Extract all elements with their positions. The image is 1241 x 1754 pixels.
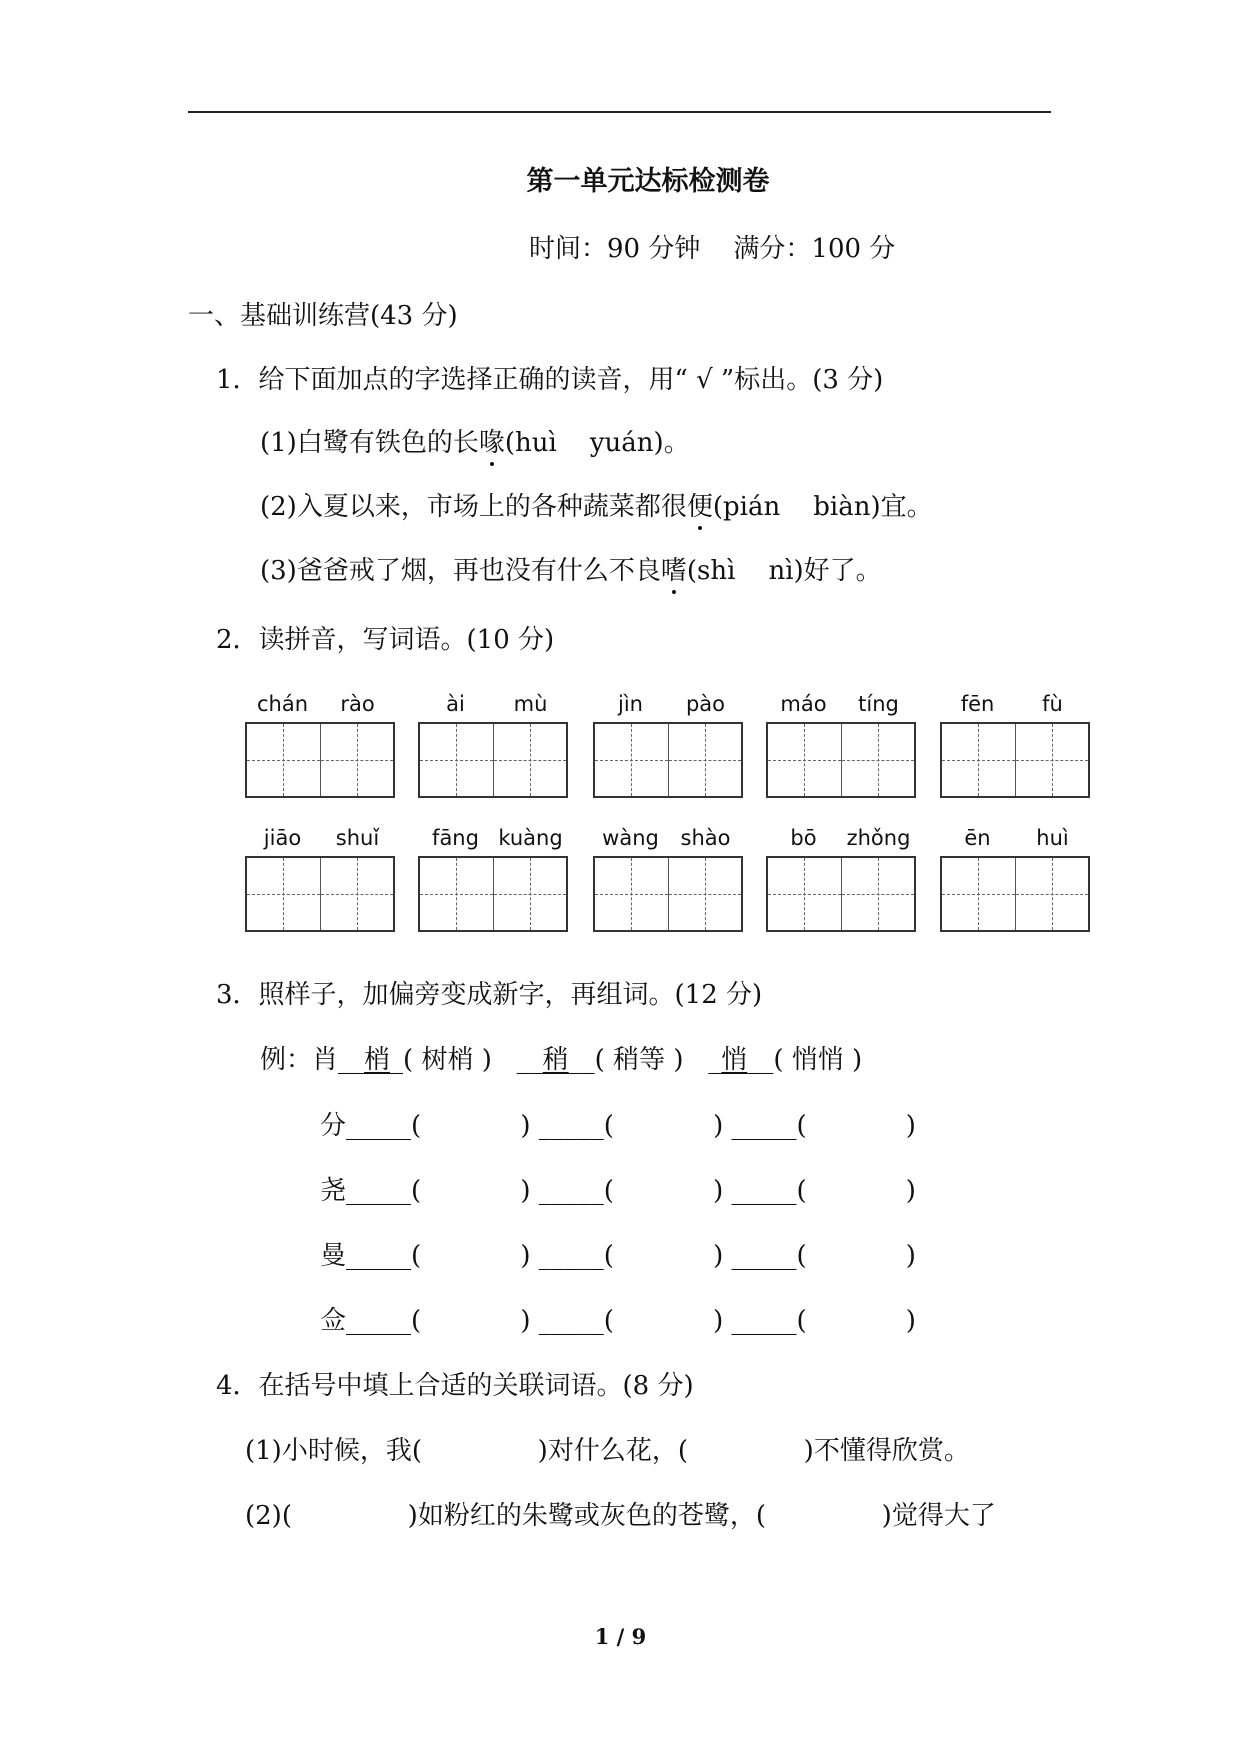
pinyin-label: mù — [513, 692, 548, 716]
writing-grid[interactable] — [766, 722, 916, 798]
grid-cell[interactable] — [247, 724, 321, 796]
dotted-char: 便 — [686, 492, 713, 522]
q1-item: (2)入夏以来，市场上的各种蔬菜都很便(pián biàn)宜。 — [260, 492, 933, 522]
pinyin-label: huì — [1036, 826, 1069, 850]
pinyin-label: shào — [680, 826, 731, 850]
writing-grid[interactable] — [245, 722, 395, 798]
page-number: 1 / 9 — [594, 1624, 647, 1649]
pinyin-label: ài — [446, 692, 465, 716]
pinyin-label: zhǒng — [846, 826, 911, 850]
writing-grid[interactable] — [593, 856, 743, 932]
answer-blank[interactable]: _____( ) — [538, 1111, 724, 1141]
writing-grid[interactable] — [593, 722, 743, 798]
grid-cell[interactable] — [768, 858, 842, 930]
writing-grid[interactable] — [940, 722, 1090, 798]
q4-item-1: (1)小时候，我( )对什么花，( )不懂得欣赏。 — [245, 1436, 970, 1466]
question-4: 4．在括号中填上合适的关联词语。(8 分) — [216, 1371, 694, 1401]
q3-row: 尧_____( ) _____( ) _____( ) — [320, 1176, 916, 1206]
grid-cell[interactable] — [595, 724, 669, 796]
answer-blank[interactable]: _____( ) — [538, 1306, 724, 1336]
grid-cell[interactable] — [768, 724, 842, 796]
grid-cell[interactable] — [321, 858, 394, 930]
pinyin-label: ēn — [964, 826, 991, 850]
grid-cell[interactable] — [1016, 858, 1089, 930]
writing-grid[interactable] — [418, 722, 568, 798]
section-heading: 一、基础训练营(43 分) — [188, 301, 458, 331]
answer-blank[interactable]: _____( ) — [538, 1176, 724, 1206]
q1-item: (1)白鹭有铁色的长喙(huì yuán)。 — [260, 428, 690, 458]
q3-row: 佥_____( ) _____( ) _____( ) — [320, 1306, 916, 1336]
question-1: 1．给下面加点的字选择正确的读音，用“ √ ”标出。(3 分) — [216, 365, 884, 395]
answer-blank[interactable]: _____( ) — [731, 1241, 916, 1271]
pinyin-label: jiāo — [263, 826, 302, 850]
q3-row: 曼_____( ) _____( ) _____( ) — [320, 1241, 916, 1271]
pinyin-label: fēn — [960, 692, 995, 716]
pinyin-label: tíng — [858, 692, 899, 716]
writing-grid[interactable] — [245, 856, 395, 932]
pinyin-label: máo — [780, 692, 827, 716]
grid-cell[interactable] — [942, 724, 1016, 796]
exam-meta: 时间：90 分钟 满分：100 分 — [529, 234, 896, 264]
answer-blank[interactable]: _____( ) — [731, 1111, 916, 1141]
header-rule — [188, 111, 1051, 113]
writing-grid[interactable] — [418, 856, 568, 932]
question-3: 3．照样子，加偏旁变成新字，再组词。(12 分) — [216, 980, 763, 1010]
pinyin-label: chán — [256, 692, 309, 716]
answer-blank[interactable]: _____( ) — [731, 1306, 916, 1336]
dotted-char: 喙 — [478, 428, 505, 458]
pinyin-label: shuǐ — [335, 826, 380, 850]
pinyin-label: kuàng — [498, 826, 563, 850]
grid-cell[interactable] — [842, 858, 915, 930]
grid-cell[interactable] — [669, 858, 742, 930]
writing-grid[interactable] — [940, 856, 1090, 932]
q4-item-2: (2)( )如粉红的朱鹭或灰色的苍鹭，( )觉得大了 — [245, 1501, 996, 1531]
answer-blank[interactable]: _____( ) — [346, 1176, 531, 1206]
q3-row: 分_____( ) _____( ) _____( ) — [320, 1111, 916, 1141]
dotted-char: 嗜 — [660, 556, 687, 586]
pinyin-label: fù — [1042, 692, 1063, 716]
answer-blank[interactable]: _____( ) — [538, 1241, 724, 1271]
pinyin-label: pào — [685, 692, 726, 716]
grid-cell[interactable] — [321, 724, 394, 796]
answer-blank[interactable]: _____( ) — [346, 1306, 531, 1336]
answer-blank[interactable]: _____( ) — [346, 1241, 531, 1271]
pinyin-label: jìn — [618, 692, 643, 716]
grid-cell[interactable] — [420, 858, 494, 930]
answer-blank[interactable]: _____( ) — [731, 1176, 916, 1206]
grid-cell[interactable] — [247, 858, 321, 930]
grid-cell[interactable] — [842, 724, 915, 796]
pinyin-label: fāng — [432, 826, 479, 850]
grid-cell[interactable] — [1016, 724, 1089, 796]
writing-grid[interactable] — [766, 856, 916, 932]
grid-cell[interactable] — [494, 858, 567, 930]
q1-item: (3)爸爸戒了烟，再也没有什么不良嗜(shì nì)好了。 — [260, 556, 882, 586]
question-2: 2．读拼音，写词语。(10 分) — [216, 625, 555, 655]
pinyin-label: rào — [340, 692, 375, 716]
grid-cell[interactable] — [669, 724, 742, 796]
page-title: 第一单元达标检测卷 — [526, 166, 770, 197]
grid-cell[interactable] — [595, 858, 669, 930]
example-row: 例：肖__梢_( 树梢 ) __稍__( 稍等 ) _悄__( 悄悄 ) — [260, 1045, 863, 1075]
grid-cell[interactable] — [420, 724, 494, 796]
pinyin-label: wàng — [602, 826, 659, 850]
grid-cell[interactable] — [942, 858, 1016, 930]
answer-blank[interactable]: _____( ) — [346, 1111, 531, 1141]
grid-cell[interactable] — [494, 724, 567, 796]
pinyin-label: bō — [790, 826, 817, 850]
